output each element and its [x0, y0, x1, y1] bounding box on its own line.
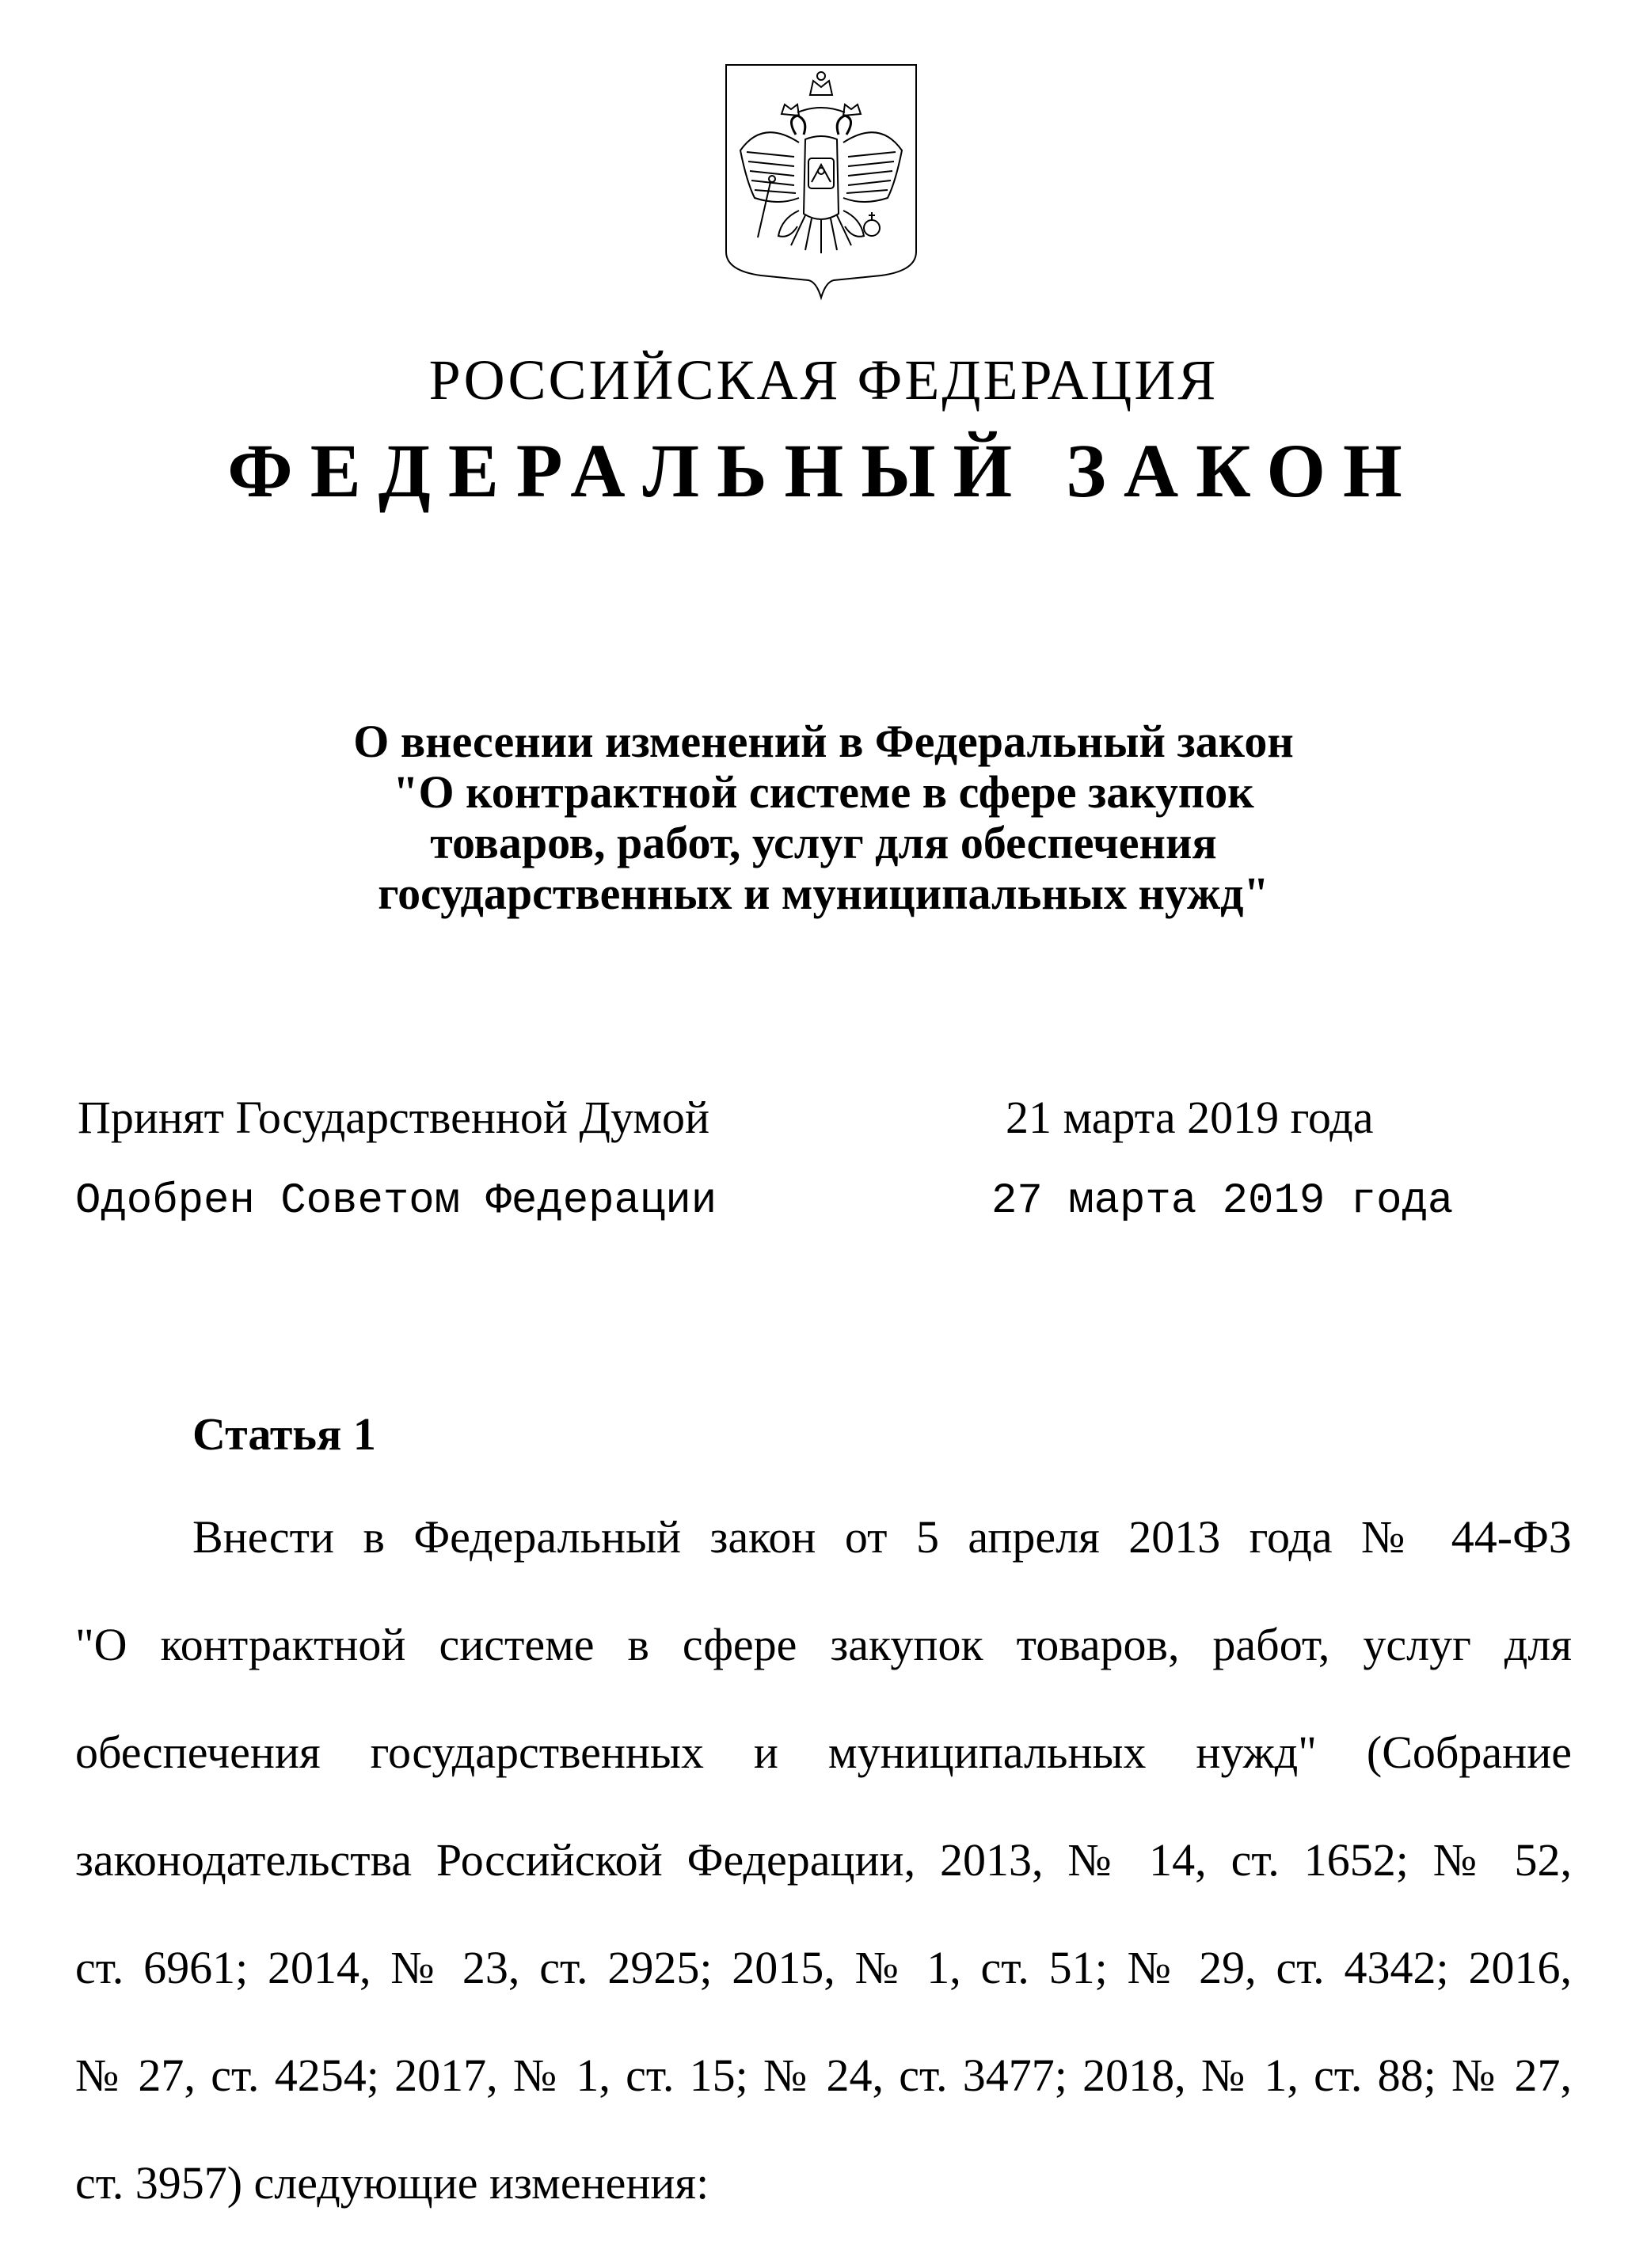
article-body: [75, 1506, 1572, 2259]
law-title-line: "О контрактной системе в сфере закупок: [393, 766, 1254, 818]
article-line-text: ст. 3957) следующие изменения:: [75, 2157, 709, 2209]
article-line: [75, 2044, 1572, 2152]
article-line-text: обеспечения государственных и муниципальных нужд" (Собрание: [75, 1727, 1572, 1778]
article-line-text: Внести в Федеральный закон от 5 апреля 2013 года № 44-ФЗ: [192, 1511, 1572, 1563]
law-title-line: О внесении изменений в Федеральный закон: [353, 716, 1294, 767]
adoption-row: [78, 1086, 1424, 1149]
article-line: [75, 1721, 1572, 1829]
approval-date: 27 марта 2019 года: [991, 1177, 1454, 1225]
article-line-text: ст. 6961; 2014, № 23, ст. 2925; 2015, № 1, ст. 51; № 29, ст. 4342; 2016,: [75, 1942, 1572, 1993]
article-line-text: "О контрактной системе в сфере закупок товаров, работ, услуг для: [75, 1619, 1572, 1670]
adoption-date: 21 марта 2019 года: [1006, 1092, 1374, 1143]
article-heading: Статья 1: [192, 1408, 376, 1460]
article-line: [75, 1936, 1572, 2044]
law-title-line: государственных и муниципальных нужд": [378, 868, 1269, 919]
approval-row: [75, 1170, 1461, 1233]
law-title: [0, 716, 1647, 919]
russian-coat-of-arms-icon: [723, 63, 919, 301]
document-type-heading: ФЕДЕРАЛЬНЫЙ ЗАКОН: [227, 428, 1420, 513]
adoption-label: Принят Государственной Думой: [78, 1092, 709, 1143]
coat-of-arms-emblem: [723, 63, 919, 301]
article-line-text: № 27, ст. 4254; 2017, № 1, ст. 15; № 24, ст. 3477; 2018, № 1, ст. 88; № 27,: [75, 2050, 1572, 2101]
approval-label: Одобрен Советом Федерации: [75, 1177, 717, 1225]
article-line: [75, 2152, 1572, 2259]
article-line: [75, 1613, 1572, 1721]
law-title-line: товаров, работ, услуг для обеспечения: [430, 817, 1217, 868]
article-line: [75, 1829, 1572, 1936]
article-line-text: законодательства Российской Федерации, 2013, № 14, ст. 1652; № 52,: [75, 1834, 1572, 1886]
article-line: [75, 1506, 1572, 1613]
country-heading: РОССИЙСКАЯ ФЕДЕРАЦИЯ: [428, 348, 1219, 412]
